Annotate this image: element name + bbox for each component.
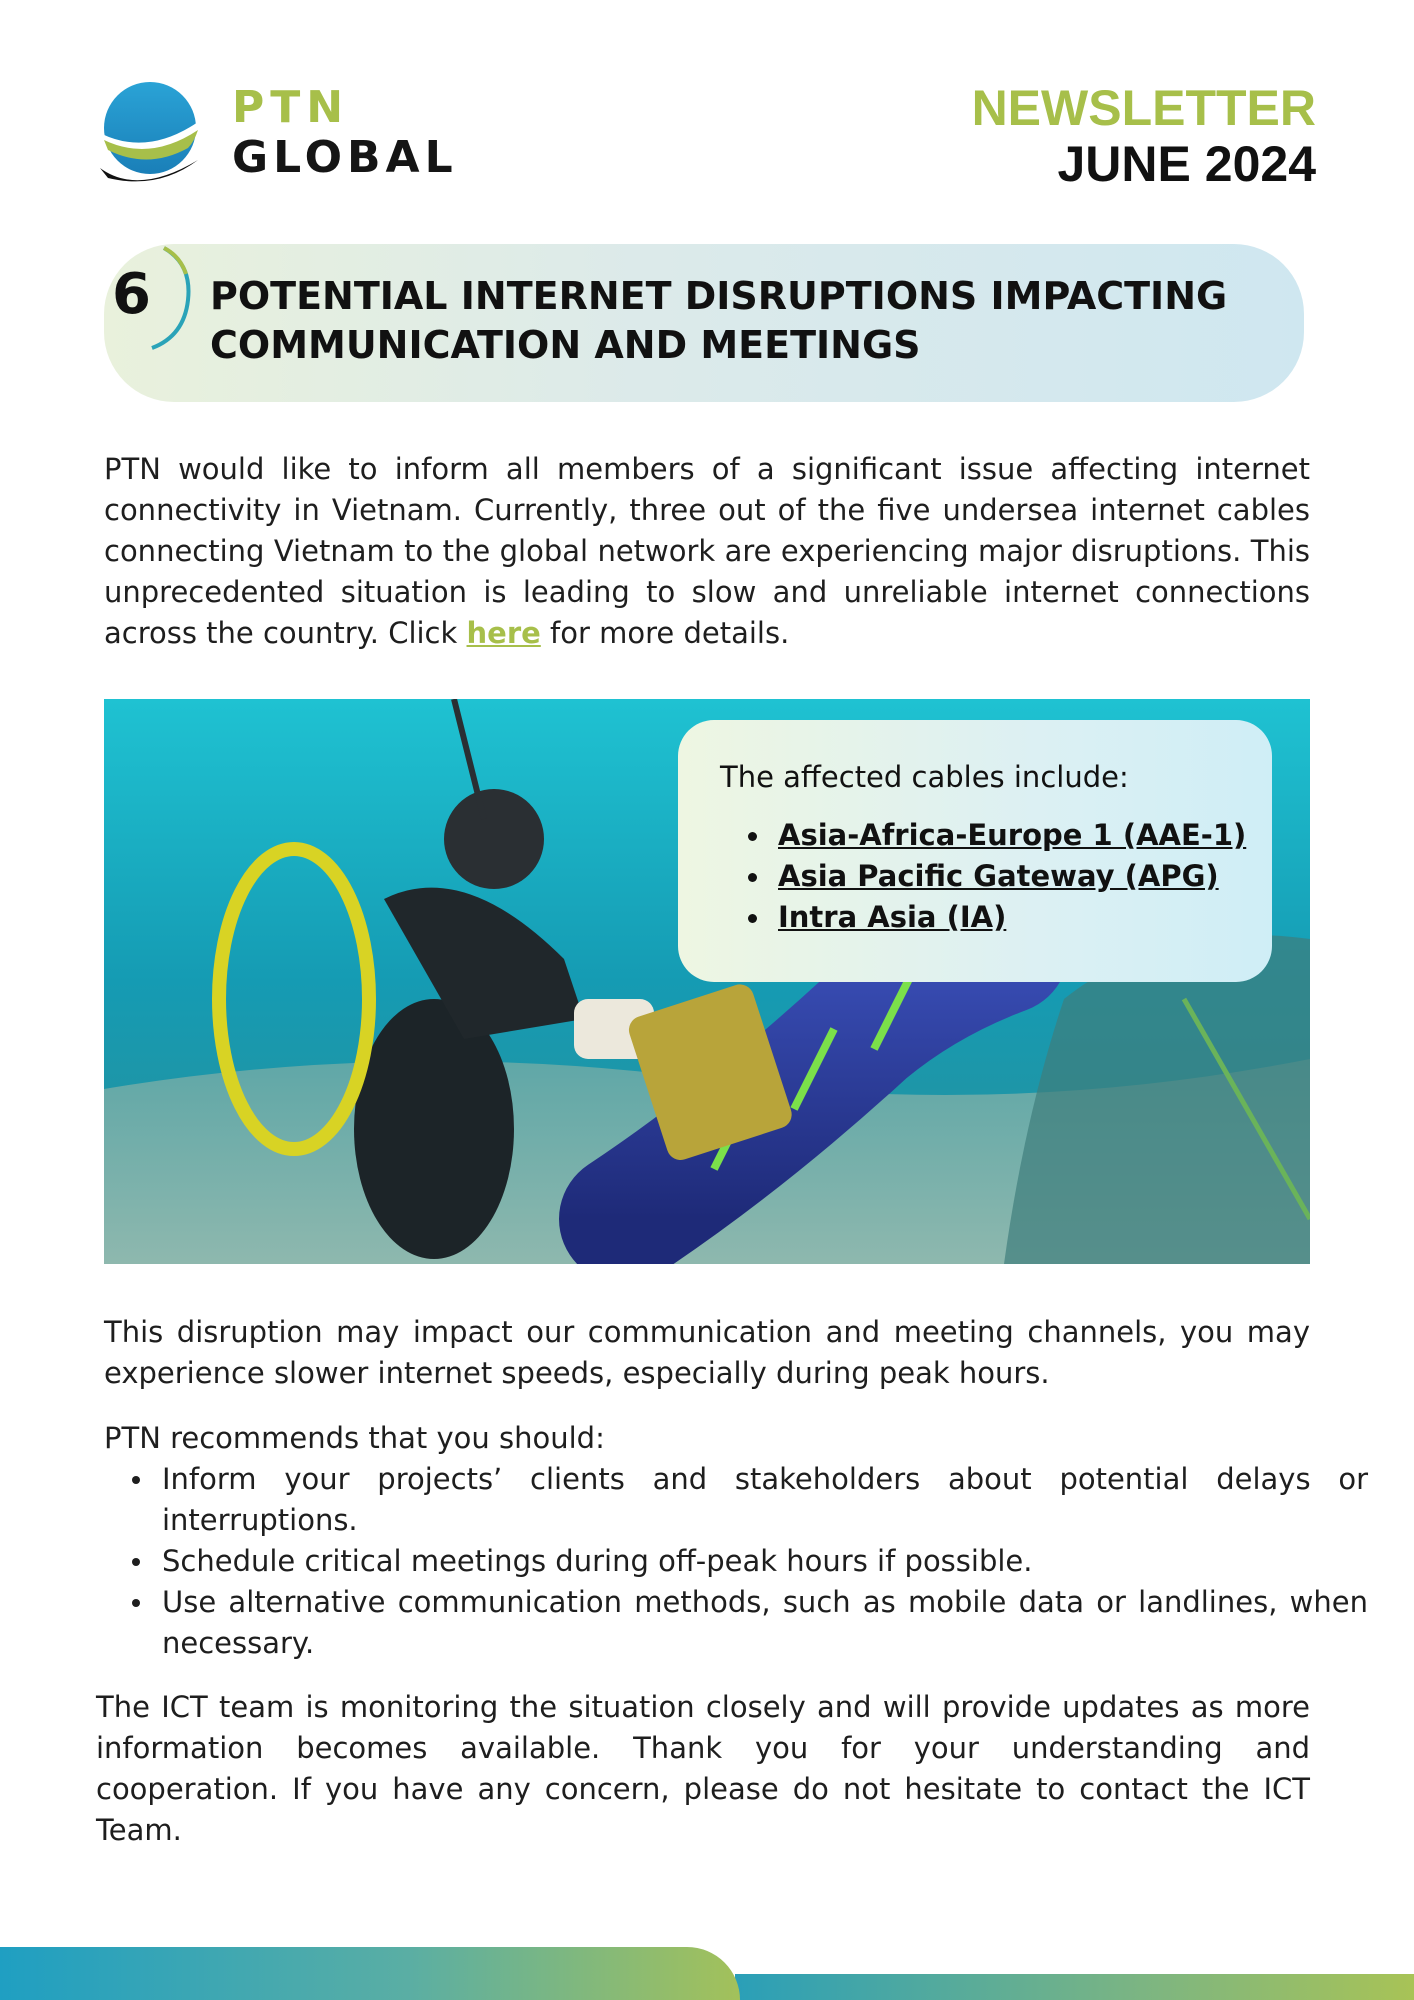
- recommendations-intro: PTN recommends that you should:: [104, 1421, 605, 1455]
- details-link[interactable]: here: [466, 616, 541, 650]
- footer-band: [0, 1947, 740, 2000]
- issue-label: [972, 80, 1316, 192]
- intro-paragraph: [104, 449, 1310, 654]
- recommendation-item: Schedule critical meetings during off-peak hours if possible.: [162, 1541, 1368, 1582]
- issue-date: JUNE 2024: [1057, 136, 1316, 192]
- intro-text-end: for more details.: [540, 616, 790, 650]
- closing-paragraph: The ICT team is monitoring the situation closely and will provide updates as more information becomes available. Thank you for your understanding and cooperation. If you have any concern, please do not hesitate to contact the ICT Team.: [96, 1690, 1310, 1847]
- section-number: 6: [112, 262, 151, 327]
- section-title: POTENTIAL INTERNET DISRUPTIONS IMPACTING COMMUNICATION AND MEETINGS: [210, 274, 1228, 367]
- cable-link-aae1[interactable]: Asia-Africa-Europe 1 (AAE-1): [778, 815, 1246, 856]
- recommendations-list: [104, 1459, 1368, 1664]
- newsletter-label: NEWSLETTER: [971, 80, 1316, 136]
- brand-wordmark: [232, 82, 458, 183]
- brand-line-global: GLOBAL: [232, 132, 458, 183]
- cables-list: [720, 815, 1246, 938]
- globe-logo-icon: [98, 78, 202, 196]
- cables-intro: The affected cables include:: [720, 760, 1129, 794]
- cable-link-ia[interactable]: Intra Asia (IA): [778, 897, 1246, 938]
- impact-paragraph: This disruption may impact our communication and meeting channels, you may experience slower internet speeds, especially during peak hours.: [104, 1315, 1310, 1390]
- cable-link-apg[interactable]: Asia Pacific Gateway (APG): [778, 856, 1246, 897]
- recommendation-item: Use alternative communication methods, such as mobile data or landlines, when necessary.: [162, 1582, 1368, 1664]
- intro-text: PTN would like to inform all members of a significant issue affecting internet connectivity in Vietnam. Currently, three out of the five undersea internet cables connecting Vietnam to the global network are experiencing major disruptions. This unprecedented situation is leading to slow and unreliable internet connections across the country. Click: [104, 452, 1310, 650]
- recommendation-item: Inform your projects’ clients and stakeholders about potential delays or interruptions.: [162, 1459, 1368, 1541]
- brand-line-ptn: PTN: [232, 82, 350, 133]
- footer-stripe: [735, 1974, 1414, 2000]
